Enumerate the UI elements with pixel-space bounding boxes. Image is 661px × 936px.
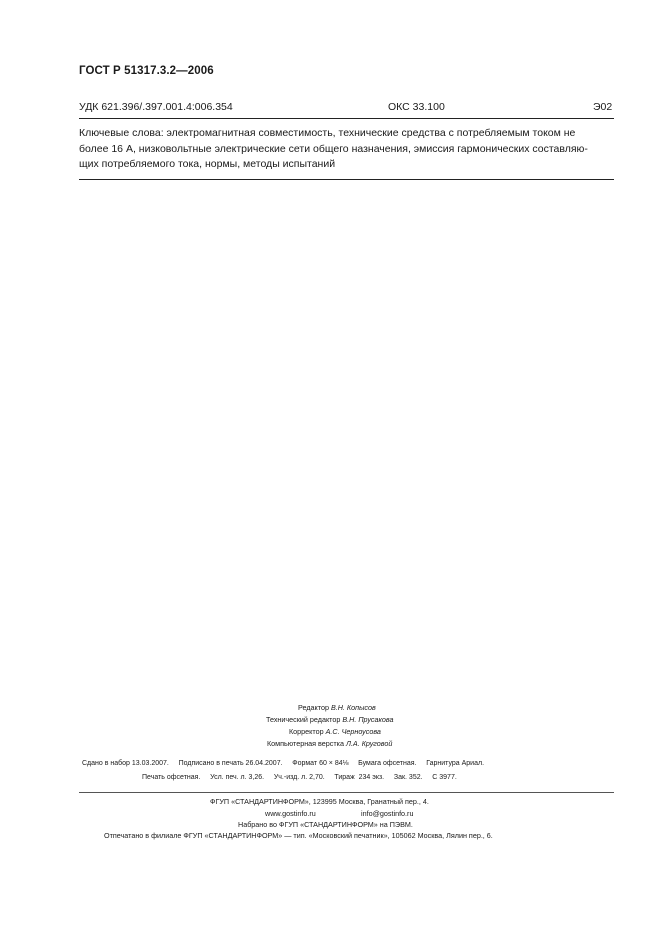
keywords-line: Ключевые слова: электромагнитная совместимость, технические средства с потребляемым током не <box>79 127 576 139</box>
keywords-line: более 16 А, низковольтные электрические сети общего назначения, эмиссия гармонических составляю- <box>79 142 588 155</box>
credit-name: В.Н. Прусакова <box>342 715 394 724</box>
credit-name: В.Н. Копысов <box>330 703 376 712</box>
document-title: ГОСТ Р 51317.3.2—2006 <box>79 65 214 77</box>
credit-editor <box>298 703 376 712</box>
keywords-line: щих потребляемого тока, нормы, методы испытаний <box>79 158 336 170</box>
udk-code: УДК 621.396/.397.001.4:006.354 <box>79 101 233 113</box>
imprint-line: Печать офсетная. Усл. печ. л. 3,26. Уч.-изд. л. 2,70. Тираж 234 экз. Зак. 352. С 3977. <box>142 774 457 781</box>
credit-name: А.С. Черноусова <box>325 727 381 736</box>
credit-name: Л.А. Круговой <box>345 739 393 748</box>
publisher-typeset-note: Набрано во ФГУП «СТАНДАРТИНФОРМ» на ПЭВМ. <box>238 820 413 829</box>
credit-corrector <box>289 727 381 736</box>
publisher-print-note: Отпечатано в филиале ФГУП «СТАНДАРТИНФОРМ» — тип. «Московский печатник», 105062 Москва, Лялин пер., 6. <box>104 831 493 840</box>
publisher-website[interactable]: www.gostinfo.ru <box>265 809 316 818</box>
imprint-line: Сдано в набор 13.03.2007. Подписано в печать 26.04.2007. Формат 60 × 84⅛ Бумага офсетная. Гарнитура Ариал. <box>82 760 485 767</box>
credit-label: Корректор <box>289 727 324 736</box>
credit-label: Компьютерная верстка <box>267 739 344 748</box>
divider-bottom <box>79 179 614 180</box>
credit-label: Технический редактор <box>266 715 341 724</box>
keywords-block <box>79 126 615 173</box>
divider-footer <box>79 792 614 793</box>
oks-code: ОКС 33.100 <box>388 101 445 113</box>
classification-code: Э02 <box>593 101 613 113</box>
credit-tech-editor <box>266 715 393 724</box>
divider-top <box>79 118 614 119</box>
publisher-email[interactable]: info@gostinfo.ru <box>361 809 414 818</box>
publisher-address: ФГУП «СТАНДАРТИНФОРМ», 123995 Москва, Гранатный пер., 4. <box>210 797 429 806</box>
credit-layout <box>267 739 392 748</box>
credit-label: Редактор <box>298 703 329 712</box>
